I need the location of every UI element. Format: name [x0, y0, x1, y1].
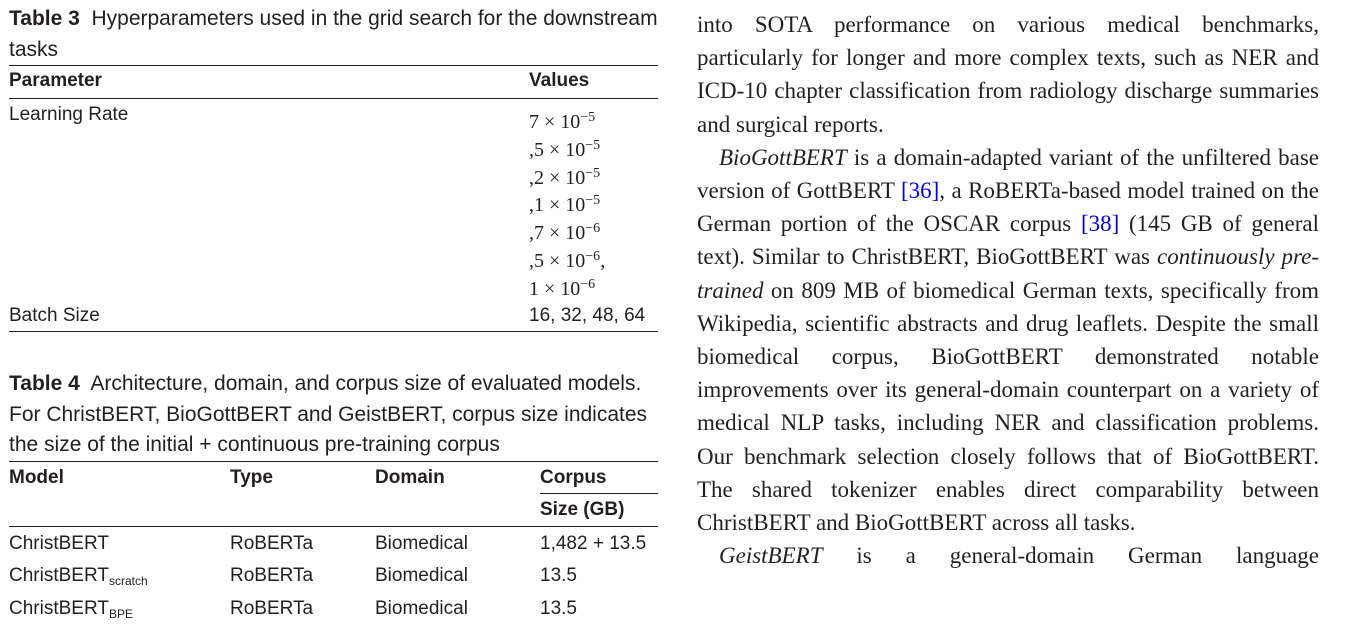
table4-row-domain: Biomedical [375, 597, 468, 619]
biogottbert-term: BioGottBERT [719, 144, 847, 170]
table3-param-batch-size: Batch Size [9, 305, 100, 326]
lr-value: $,2 \times 10^{-5}$ [529, 165, 601, 189]
table3-value-batch-size: 16, 32, 48, 64 [529, 305, 646, 326]
table4-row-corpus: 1,482 + 13.5 [540, 532, 647, 554]
table4-label: Table 4 [9, 372, 80, 395]
table4-row-domain: Biomedical [375, 532, 468, 554]
table4-header-type: Type [230, 466, 273, 488]
citation-38[interactable]: [38] [1080, 211, 1120, 237]
lr-value: $,5 \times 10^{-5}$ [529, 137, 601, 161]
table3-header-rule [9, 98, 658, 99]
table4-row-corpus: 13.5 [540, 564, 577, 586]
lr-value: $,5 \times 10^{-6}$, [529, 248, 606, 272]
table4-row-corpus: 13.5 [540, 597, 577, 619]
table4-caption-text: Architecture, domain, and corpus size of evaluated models. For ChristBERT, BioGottBERT and GeistBERT, corpus size indicates the size of the initial + continuous pre-training corpus [9, 372, 648, 456]
table4-header-rule [9, 526, 658, 527]
table3-header-values: Values [529, 70, 590, 91]
table3-caption-text: Hyperparameters used in the grid search for the downstream tasks [9, 7, 658, 61]
paragraph-geistbert: GeistBERT is a general-domain German language [719, 543, 1319, 569]
table4-header-corpus: Corpus [540, 466, 607, 488]
table4 [9, 462, 658, 632]
table4-corpus-subrule [540, 493, 658, 494]
lr-value: $,7 \times 10^{-6}$ [529, 221, 601, 245]
table4-row-model: ChristBERT$_{BPE}$ [9, 597, 133, 621]
lr-value: $7 \times 10^{-5}$ [529, 110, 596, 133]
table4-caption [9, 369, 658, 461]
table4-header-domain: Domain [375, 466, 445, 488]
paragraph-biogottbert: BioGottBERT is a domain-adapted variant of the unfiltered base version of GottBERT [36], a RoBERTa-based model trained on the German portion of the OSCAR corpus [38] (145 GB of general text). Similar to ChristBERT, BioGottBERT was continuously pre-trained on 809 MB of biomedical German texts, specifically from Wikipedia, scientific abstracts and drug leaflets. Despite the small biomedical corpus, BioGottBERT demonstrated notable improvements over its general-domain counterpart on a variety of medical NLP tasks, including NER and classification problems. Our benchmark selection closely follows that of BioGottBERT. The shared tokenizer enables direct comparability between ChristBERT and BioGottBERT across all tasks. [697, 144, 1319, 536]
lr-value: $,1 \times 10^{-5}$ [529, 193, 601, 217]
table3-bottom-rule [9, 331, 658, 332]
table4-header-model: Model [9, 466, 64, 488]
table4-row-type: RoBERTa [230, 597, 314, 619]
table3-param-learning-rate: Learning Rate [9, 104, 129, 125]
table4-row-type: RoBERTa [230, 564, 314, 586]
table4-row-type: RoBERTa [230, 532, 314, 554]
paragraph-continuation: into SOTA performance on various medical benchmarks, particularly for longer and more complex texts, such as NER and ICD-10 chapter classification from radiology discharge summaries and surgical reports. [697, 12, 1319, 137]
table3-header-parameter: Parameter [9, 70, 102, 91]
table4-row-domain: Biomedical [375, 564, 468, 586]
learning-rate-values [529, 104, 605, 299]
table4-header-corpus-size: Size (GB) [540, 498, 625, 520]
citation-36[interactable]: [36] [900, 178, 940, 204]
table3-label: Table 3 [9, 7, 80, 30]
right-column-body-text [697, 8, 1319, 572]
continuously-pretrained-emphasis: continuously pre-trained [697, 244, 1319, 303]
lr-value: $1 \times 10^{-6}$ [529, 276, 596, 300]
table4-row-model: ChristBERT [9, 532, 109, 554]
table4-row-model: ChristBERT$_{scratch}$ [9, 564, 148, 588]
table3-caption [9, 4, 658, 65]
left-column [9, 4, 658, 632]
table3 [9, 66, 658, 334]
geistbert-term: GeistBERT [719, 543, 823, 569]
